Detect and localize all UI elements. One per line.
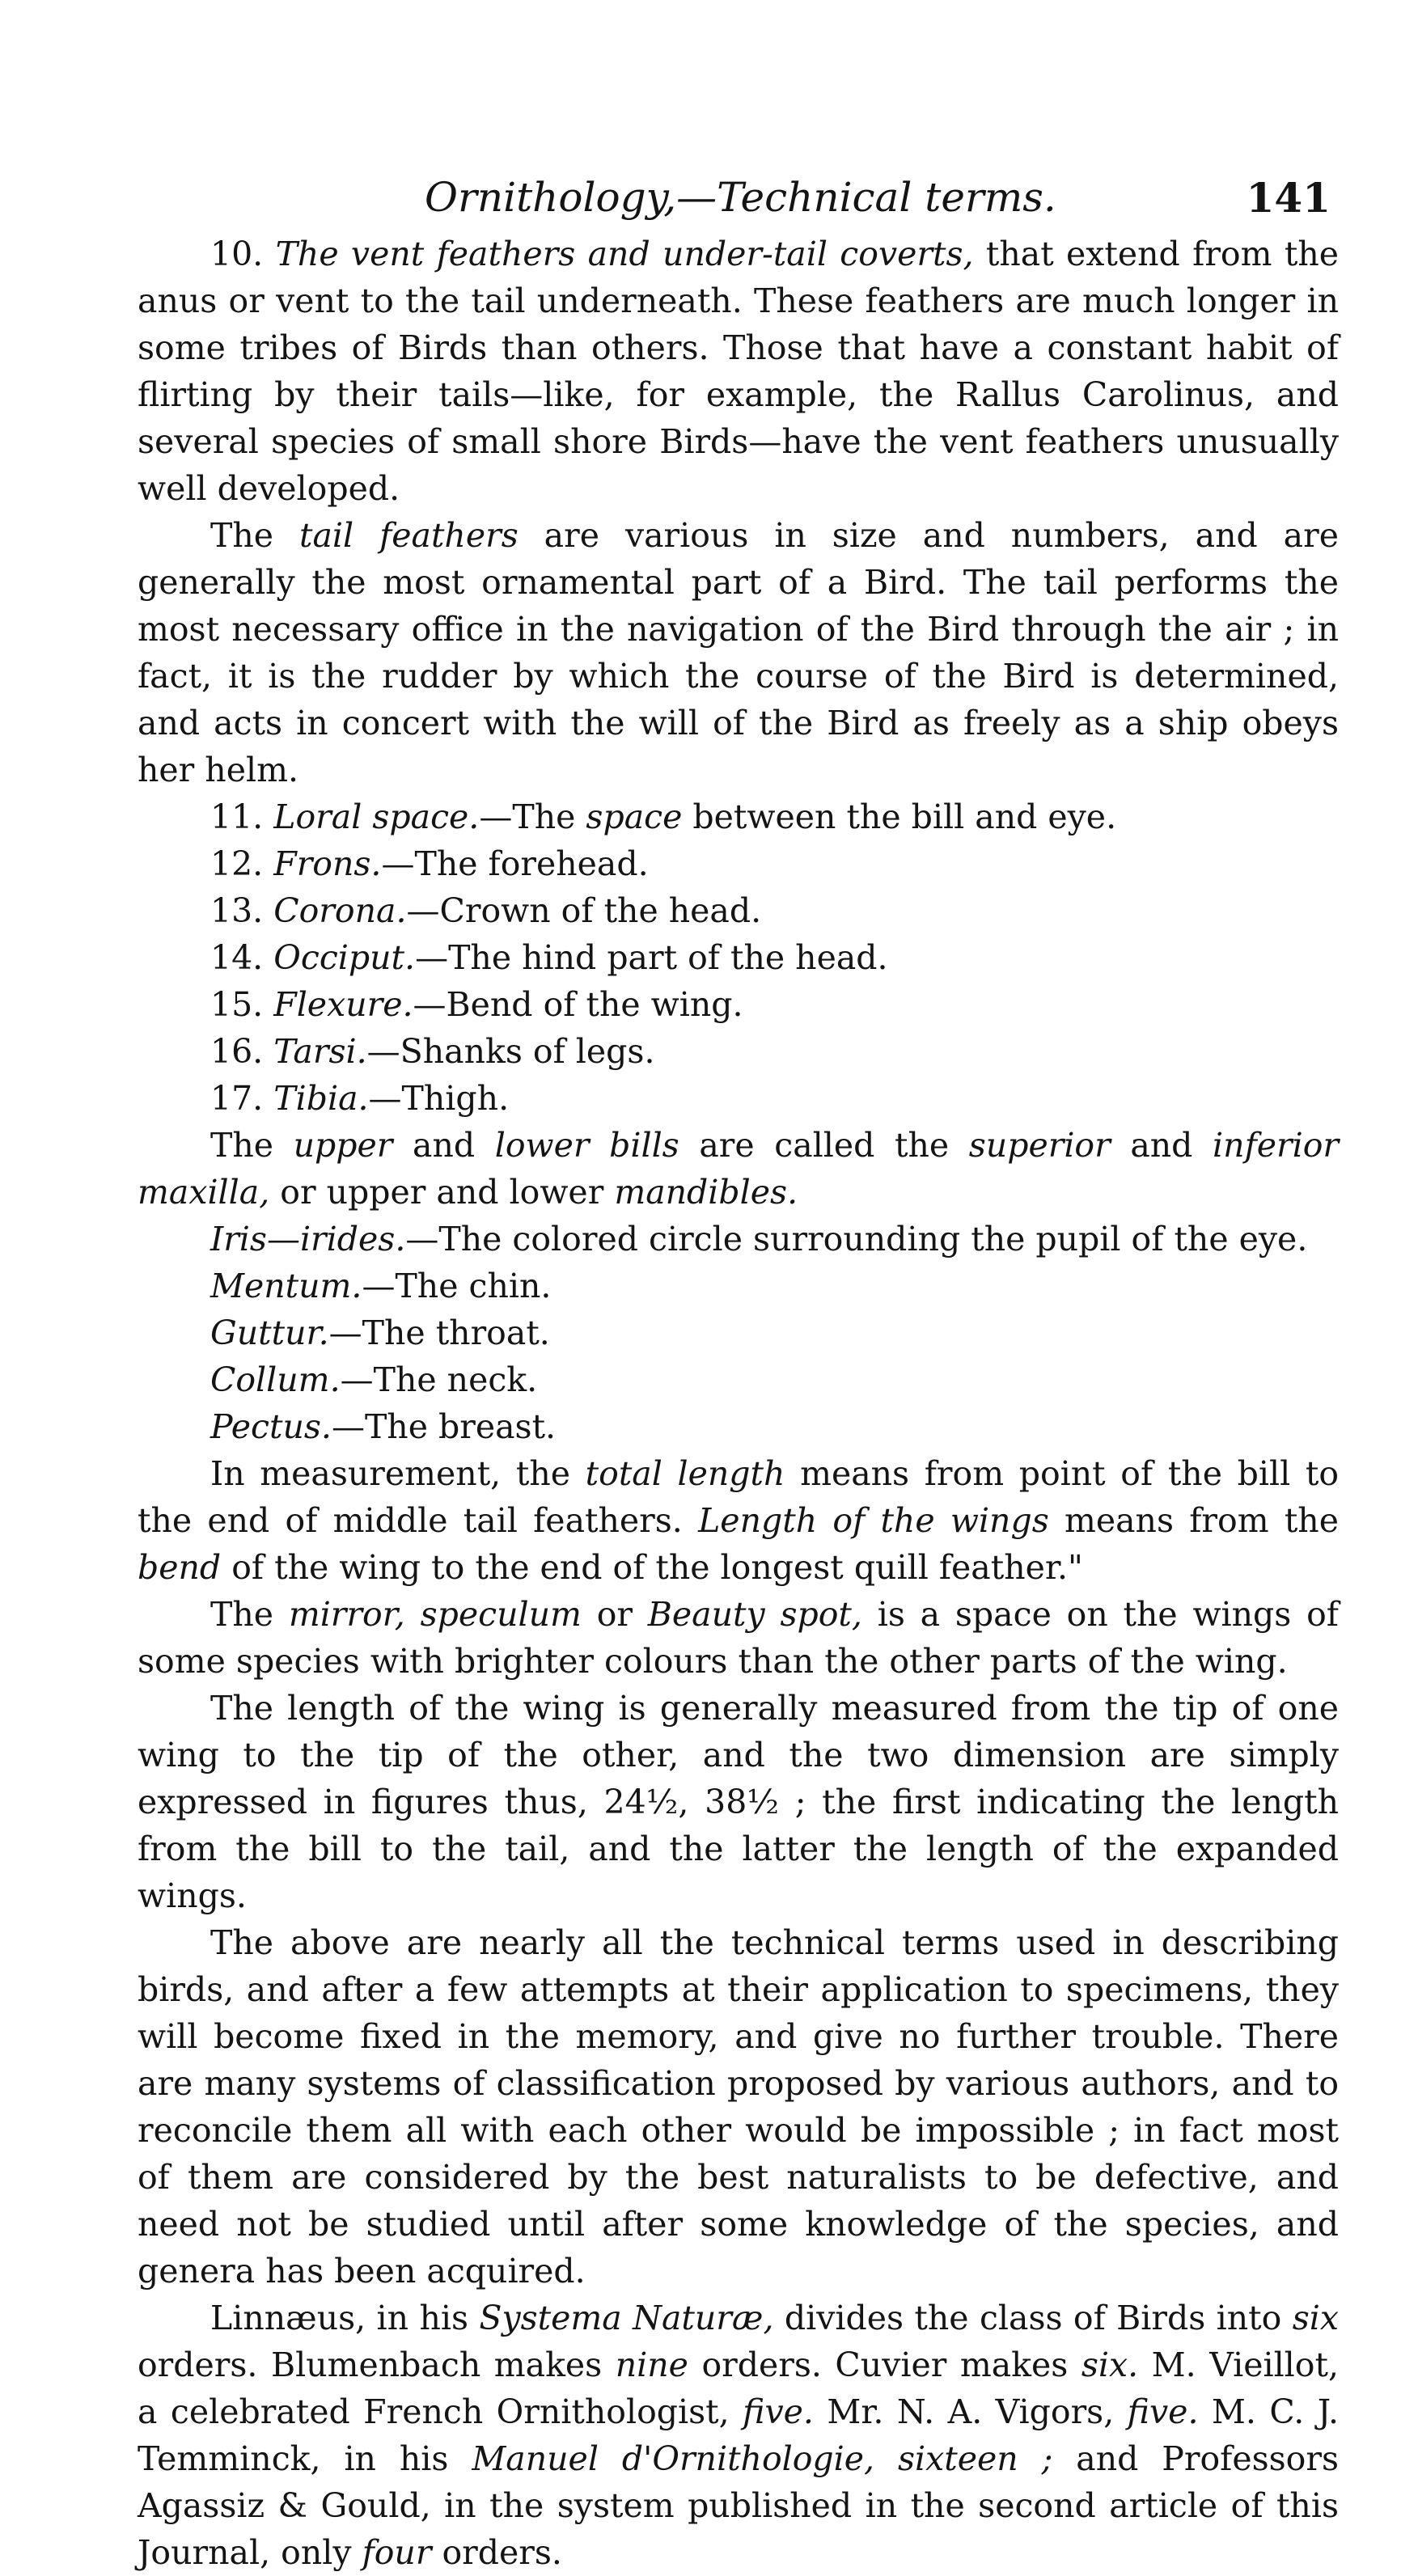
term: Loral space. (273, 797, 480, 836)
term: Pectus. (210, 1407, 332, 1446)
term-item (138, 840, 1339, 887)
term-item (138, 1075, 1339, 1122)
definition: between the bill and eye. (682, 797, 1117, 836)
term: lower bills (494, 1126, 679, 1165)
term: Length of the wings (698, 1501, 1049, 1540)
term-item (138, 793, 1339, 840)
text: or upper and lower (269, 1173, 615, 1212)
definition: —Thigh. (368, 1079, 510, 1118)
term: Occiput. (273, 938, 416, 977)
term-item (138, 1356, 1339, 1403)
term: superior (968, 1126, 1111, 1165)
term: Systema Naturæ, (479, 2299, 774, 2337)
text: Mr. N. A. Vigors, (813, 2392, 1128, 2431)
text: means from the (1048, 1501, 1339, 1540)
term-item (138, 934, 1339, 981)
definition: —Bend of the wing. (413, 985, 743, 1024)
term: The vent feathers and under-tail coverts, (275, 235, 974, 273)
definition: —The neck. (340, 1360, 538, 1399)
term: five. (743, 2392, 814, 2431)
text: and (392, 1126, 495, 1165)
text: that extend from the anus or vent to the tail underneath. These feathers are much longer in some tribes of Birds than others. Those that have a constant habit of flirting by their tails—like, for example, the Rallus Carolinus, and several species of small shore Birds—have the vent feathers unusually well developed. (138, 235, 1339, 508)
page-header (138, 174, 1339, 231)
term-item (138, 1263, 1339, 1309)
text: are various in size and numbers, and are generally the most ornamental part of a Bird. The tail performs the most necessary office in the navigation of the Bird through the air ; in fact, it is the rudder by which the course of the Bird is determined, and acts in concert with the will of the Bird as freely as a ship obeys her helm. (138, 516, 1339, 789)
term: nine (615, 2345, 688, 2384)
term: six. (1081, 2345, 1139, 2384)
text: orders. (431, 2533, 562, 2572)
text: M. C. J. Temminck, in his (138, 2392, 1339, 2478)
definition: —Shanks of legs. (366, 1032, 655, 1071)
definition: —The throat. (328, 1313, 550, 1352)
item-number: 11. (210, 797, 274, 836)
term: six (1292, 2299, 1339, 2337)
text: and Professors Agassiz & Gould, in the system published in the second article of this Journal, only (138, 2439, 1339, 2572)
definition: —The (479, 797, 586, 836)
term: Collum. (210, 1360, 341, 1399)
definition: —The hind part of the head. (415, 938, 888, 977)
term: five. (1127, 2392, 1199, 2431)
term-item (138, 1216, 1339, 1263)
text: orders. Blumenbach makes (138, 2345, 616, 2384)
term: Frons. (273, 844, 382, 883)
term: mirror, speculum (288, 1595, 582, 1634)
text: The (210, 516, 299, 555)
definition: —The breast. (331, 1407, 557, 1446)
term: upper (293, 1126, 393, 1165)
term: bend (138, 1548, 222, 1587)
paragraph-classification: The above are nearly all the technical terms used in describing birds, and after a few attempts at their application to specimens, they will become fixed in the memory, and give no further trouble. There are many systems of classification proposed by various authors, and to reconcile them all with each other would be impossible ; in fact most of them are considered by the best naturalists to be defective, and need not be studied until after some knowledge of the species, and genera has been acquired. (138, 1923, 1339, 2290)
paragraph-mirror (138, 1591, 1339, 1685)
text: are called the (679, 1126, 969, 1165)
paragraph-tail-feathers (138, 512, 1339, 793)
term-item (138, 1309, 1339, 1356)
text: of the wing to the end of the longest quill feather." (221, 1548, 1083, 1587)
definition-italic: space (586, 797, 683, 836)
paragraph-measurement (138, 1450, 1339, 1591)
item-number: 10. (210, 235, 276, 273)
item-number: 14. (210, 938, 274, 977)
term: four (362, 2533, 432, 2572)
text: M. Vieillot, a celebrated French Ornithologist, (138, 2345, 1339, 2431)
text: Linnæus, in his (210, 2299, 480, 2337)
term-item (138, 1403, 1339, 1450)
paragraph-vent-feathers (138, 231, 1339, 512)
term: Manuel d'Ornithologie, sixteen ; (472, 2439, 1053, 2478)
term: Iris—irides. (210, 1220, 406, 1258)
definition: —The forehead. (381, 844, 649, 883)
latin-term-list (138, 1216, 1339, 1450)
text: The (210, 1595, 289, 1634)
running-title: Ornithology,—Technical terms. (425, 174, 1056, 221)
book-page (138, 174, 1339, 2576)
paragraph-wing-length: The length of the wing is generally measured from the tip of one wing to the tip of the other, and the two dimension are simply expressed in figures thus, 24½, 38½ ; the first indicating the length from the bill to the tail, and the latter the length of the expanded wings. (138, 1689, 1339, 1915)
paragraph-bills (138, 1122, 1339, 1216)
definition: —The colored circle surrounding the pupil of the eye. (405, 1220, 1308, 1258)
term: Tarsi. (273, 1032, 367, 1071)
paragraph-linnaeus (138, 2295, 1339, 2576)
text: orders. Cuvier makes (688, 2345, 1081, 2384)
term-item (138, 981, 1339, 1028)
item-number: 16. (210, 1032, 274, 1071)
term: tail feathers (298, 516, 519, 555)
item-number: 13. (210, 891, 274, 930)
text: In measurement, the (210, 1454, 586, 1493)
term: inferior maxilla, (138, 1126, 1339, 1212)
text: or (581, 1595, 648, 1634)
item-number: 12. (210, 844, 274, 883)
text: The (210, 1126, 294, 1165)
definition: —The chin. (362, 1267, 552, 1305)
numbered-term-list (138, 793, 1339, 1122)
term: Mentum. (210, 1267, 362, 1305)
text: means from point of the bill to the end of middle tail feathers. (138, 1454, 1340, 1540)
term: total length (585, 1454, 785, 1493)
term: Flexure. (273, 985, 413, 1024)
term: Guttur. (210, 1313, 329, 1352)
text: and (1110, 1126, 1213, 1165)
term: Tibia. (273, 1079, 369, 1118)
term-item (138, 1028, 1339, 1075)
definition: —Crown of the head. (406, 891, 762, 930)
term: mandibles. (614, 1173, 798, 1212)
text: is a space on the wings of some species with brighter colours than the other parts of the wing. (138, 1595, 1339, 1681)
page-number: 141 (1246, 174, 1331, 222)
text: divides the class of Birds into (773, 2299, 1293, 2337)
item-number: 15. (210, 985, 274, 1024)
item-number: 17. (210, 1079, 274, 1118)
term: Beauty spot, (647, 1595, 862, 1634)
term-item (138, 887, 1339, 934)
term: Corona. (273, 891, 407, 930)
